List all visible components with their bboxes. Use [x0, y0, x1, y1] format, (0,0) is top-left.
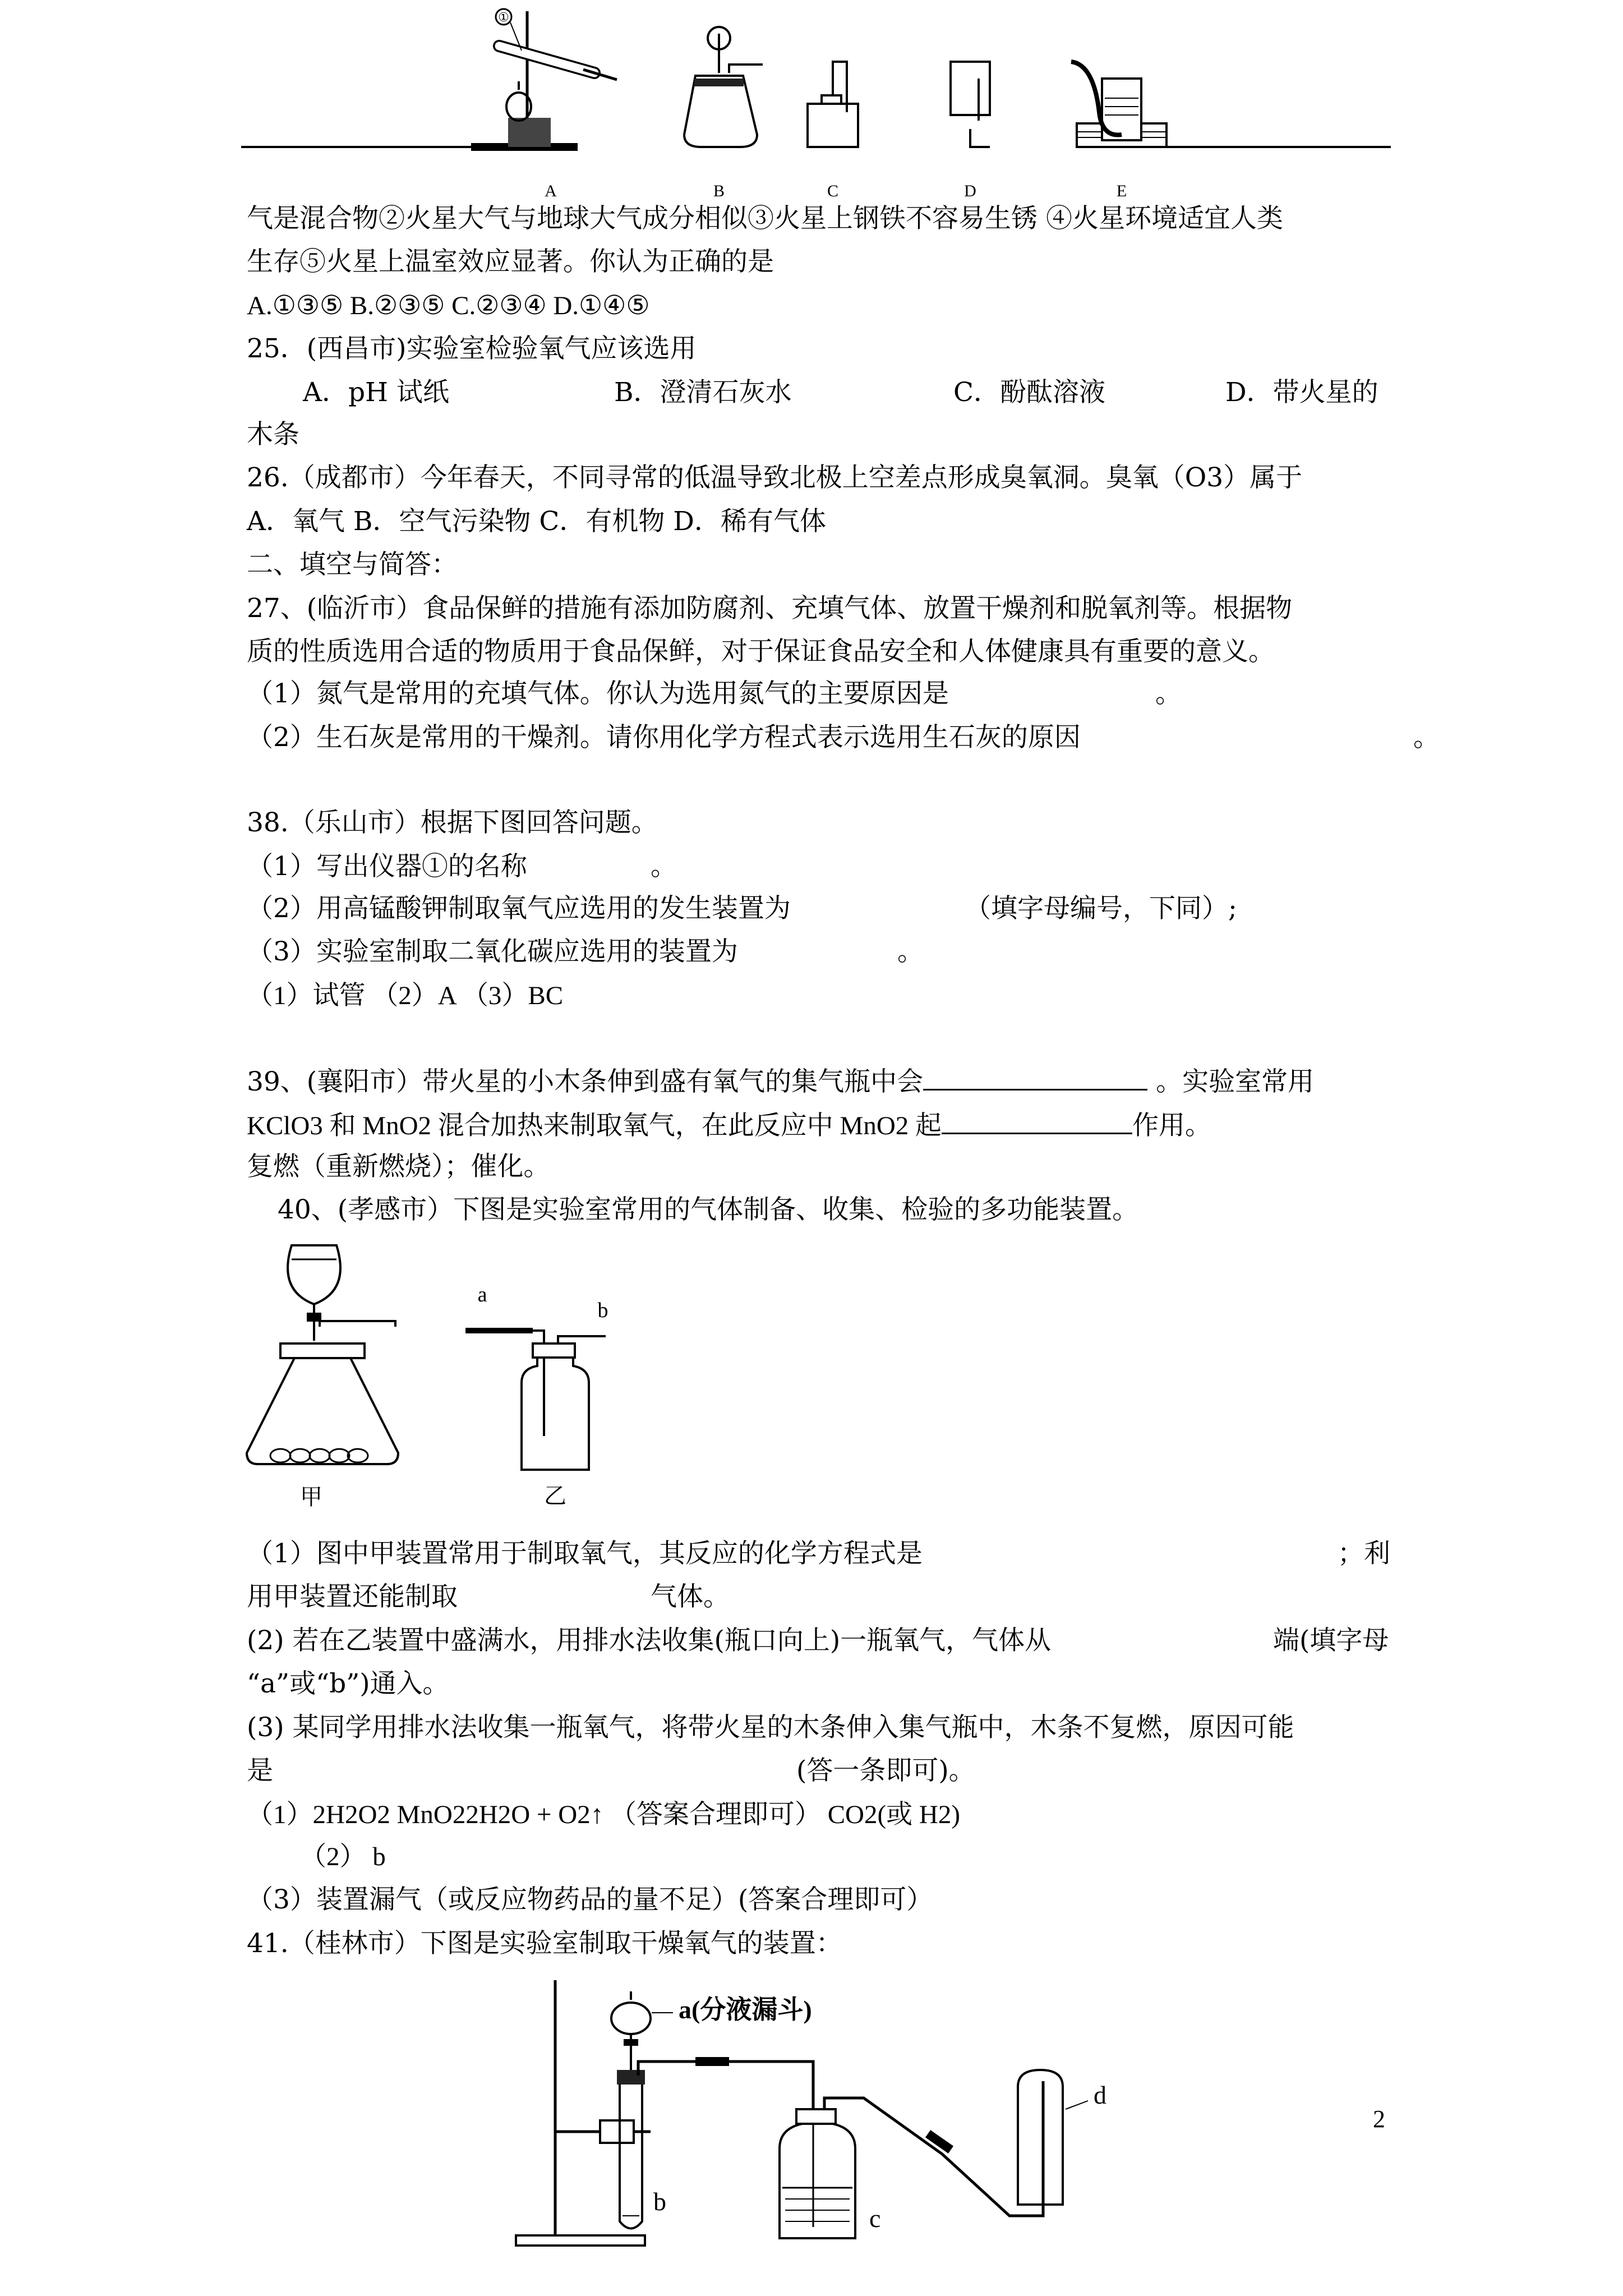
question-27-part2: （2）生石灰是常用的干燥剂。请你用化学方程式表示选用生石灰的原因 [247, 722, 1081, 753]
option-c: C．酚酞溶液 [953, 377, 1105, 408]
circle-label: ① [498, 10, 509, 24]
answer-blank [942, 1108, 1132, 1134]
label-jia: 甲 [300, 1484, 322, 1509]
option-a: A．pH 试纸 [303, 377, 449, 408]
label-yi: 乙 [544, 1483, 566, 1509]
text-line: 气是混合物②火星大气与地球大气成分相似③火星上钢铁不容易生锈 ④火星环境适宜人类 [247, 203, 1283, 234]
q40-apparatus-figure [241, 1228, 634, 1509]
question-41: 41.（桂林市）下图是实验室制取干燥氧气的装置： [247, 1928, 842, 1959]
question-40: 40、(孝感市）下图是实验室常用的气体制备、收集、检验的多功能装置。 [278, 1194, 1139, 1225]
label-b: B [713, 182, 725, 200]
answer-40-3: （3）装置漏气（或反应物药品的量不足）(答案合理即可） [247, 1884, 933, 1915]
question-25: 25．(西昌市)实验室检验氧气应该选用 [247, 333, 697, 364]
label-a: A [545, 182, 557, 200]
question-40-part3-line2-cont: (答一条即可)。 [796, 1755, 975, 1786]
text-line: 生存⑤火星上温室效应显著。你认为正确的是 [247, 246, 774, 277]
period: 。 [1155, 678, 1182, 709]
question-39-text: KClO3 和 MnO2 混合加热来制取氧气，在此反应中 MnO2 起 [247, 1111, 942, 1140]
question-40-part1-line2-cont: 气体。 [651, 1581, 730, 1612]
question-39-text-cont: 。实验室常用 [1156, 1066, 1315, 1097]
question-40-part2-line2: “a”或“b”)通入。 [247, 1668, 449, 1699]
label-d: D [964, 182, 976, 200]
question-38-part1: （1）写出仪器①的名称 [247, 851, 527, 882]
answer-39: 复燃（重新燃烧）；催化。 [247, 1151, 550, 1182]
answer-40-1: （1）2H2O2 MnO22H2O + O2↑ （答案合理即可） CO2(或 H2) [247, 1800, 960, 1829]
answer-38: （1）试管 （2）A （3）BC [247, 981, 564, 1010]
answer-40-2: （2） b [300, 1842, 386, 1871]
question-39-text: 39、(襄阳市）带火星的小木条伸到盛有氧气的集气瓶中会 [247, 1066, 924, 1097]
top-apparatus-figure [236, 0, 1402, 202]
option-d: D．带火星的 [1225, 377, 1378, 408]
note: （填字母编号，下同）; [965, 893, 1237, 924]
question-40-part1-cont: ；利 [1338, 1538, 1390, 1569]
period: 。 [651, 851, 677, 882]
q41-apparatus-figure [505, 1969, 1178, 2261]
period: 。 [1413, 722, 1440, 753]
question-40-part1-line2: 用甲装置还能制取 [247, 1581, 458, 1612]
period: 。 [897, 936, 924, 967]
question-38: 38.（乐山市）根据下图回答问题。 [247, 807, 658, 838]
question-40-part2-cont: 端(填字母 [1273, 1625, 1389, 1656]
question-26-options: A．氧气 B．空气污染物 C．有机物 D．稀有气体 [247, 506, 826, 537]
label-c-bottle: c [869, 2204, 881, 2233]
option-b: B．澄清石灰水 [614, 377, 792, 408]
label-a: a [477, 1283, 487, 1306]
label-b-tube: b [653, 2187, 666, 2216]
question-40-part1: （1）图中甲装置常用于制取氧气，其反应的化学方程式是 [247, 1538, 923, 1569]
section-heading: 二、填空与简答： [247, 549, 458, 580]
option-d-cont: 木条 [247, 419, 299, 450]
question-40-part3: (3) 某同学用排水法收集一瓶氧气，将带火星的木条伸入集气瓶中，木条不复燃，原因可能 [247, 1712, 1294, 1743]
question-38-part2: （2）用高锰酸钾制取氧气应选用的发生装置为 [247, 893, 791, 924]
answer-options: A.①③⑤ B.②③⑤ C.②③④ D.①④⑤ [247, 291, 650, 320]
label-b: b [597, 1299, 608, 1322]
label-a-funnel: a(分液漏斗) [679, 1995, 812, 2024]
answer-blank [923, 1064, 1147, 1091]
question-27-cont: 质的性质选用合适的物质用于食品保鲜，对于保证食品安全和人体健康具有重要的意义。 [247, 636, 1275, 667]
question-26: 26.（成都市）今年春天，不同寻常的低温导致北极上空差点形成臭氧洞。臭氧（O3）属于 [247, 462, 1303, 493]
label-e: E [1116, 182, 1127, 200]
question-27: 27、(临沂市）食品保鲜的措施有添加防腐剂、充填气体、放置干燥剂和脱氧剂等。根据物 [247, 593, 1293, 624]
label-d-bottle: d [1094, 2081, 1106, 2109]
question-40-part2: (2) 若在乙装置中盛满水，用排水法收集(瓶口向上)一瓶氧气，气体从 [247, 1625, 1052, 1656]
label-c: C [827, 182, 839, 200]
question-39 [247, 1064, 1314, 1099]
question-40-part3-line2: 是 [247, 1755, 273, 1786]
question-38-part3: （3）实验室制取二氧化碳应选用的装置为 [247, 936, 738, 967]
page-number: 2 [1373, 2105, 1385, 2133]
question-39-text-cont: 作用。 [1132, 1111, 1212, 1140]
question-39-line2 [247, 1108, 1211, 1143]
question-27-part1: （1）氮气是常用的充填气体。你认为选用氮气的主要原因是 [247, 678, 949, 709]
